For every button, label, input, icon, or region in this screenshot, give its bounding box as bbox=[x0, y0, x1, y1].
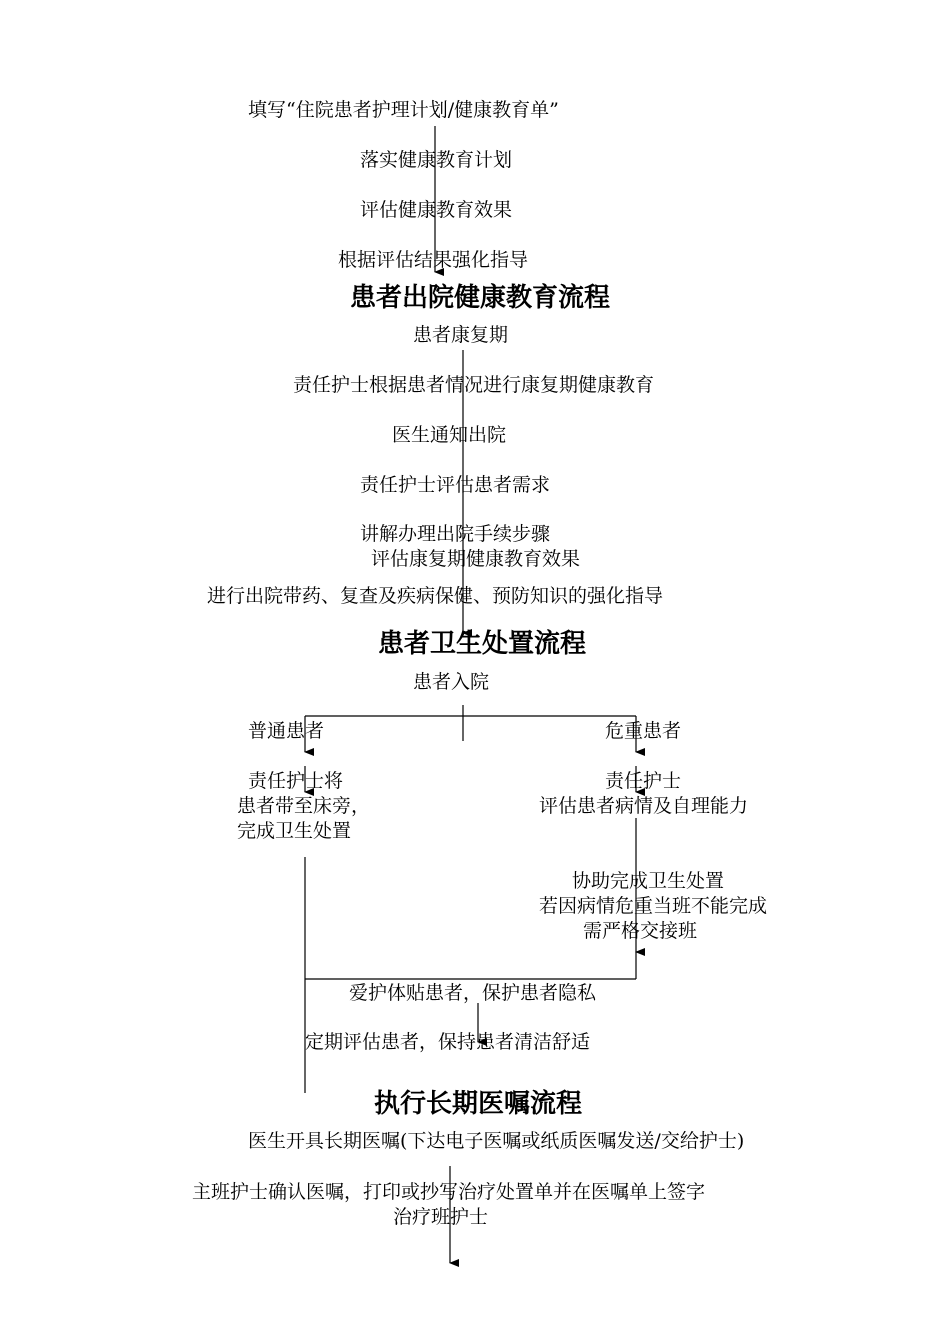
flow-step: 治疗班护士 bbox=[393, 1206, 489, 1228]
flow-step: 医生开具长期医嘱(下达电子医嘱或纸质医嘱发送/交给护士) bbox=[248, 1130, 745, 1152]
flow-step: 落实健康教育计划 bbox=[360, 149, 513, 171]
flow-step: 责任护士评估患者需求 bbox=[360, 474, 551, 496]
section-title: 患者卫生处置流程 bbox=[378, 629, 587, 659]
branch-label-right: 危重患者 bbox=[605, 720, 682, 742]
flow-step: 责任护士根据患者情况进行康复期健康教育 bbox=[293, 374, 655, 396]
section-title: 执行长期医嘱流程 bbox=[374, 1089, 583, 1119]
flow-step-right: 协助完成卫生处置 bbox=[572, 870, 725, 892]
flow-step-right: 评估患者病情及自理能力 bbox=[539, 795, 749, 817]
flow-step: 主班护士确认医嘱，打印或抄写治疗处置单并在医嘱单上签字 bbox=[192, 1181, 706, 1203]
flow-step: 定期评估患者，保持患者清洁舒适 bbox=[305, 1031, 591, 1053]
flow-step: 根据评估结果强化指导 bbox=[338, 249, 529, 271]
flow-step: 填写“住院患者护理计划/健康教育单” bbox=[248, 99, 559, 121]
flow-step: 评估健康教育效果 bbox=[360, 199, 513, 221]
branch-label-left: 普通患者 bbox=[248, 720, 325, 742]
flow-start: 患者入院 bbox=[413, 671, 490, 693]
section-title: 患者出院健康教育流程 bbox=[350, 283, 611, 313]
flow-step: 评估康复期健康教育效果 bbox=[371, 548, 581, 570]
flow-step: 讲解办理出院手续步骤 bbox=[360, 523, 551, 545]
flow-step-right: 需严格交接班 bbox=[583, 920, 698, 942]
flow-step: 进行出院带药、复查及疾病保健、预防知识的强化指导 bbox=[207, 585, 664, 607]
flow-step-right: 责任护士 bbox=[605, 770, 682, 792]
flow-step-right: 若因病情危重当班不能完成 bbox=[539, 895, 768, 917]
flow-step-left: 患者带至床旁， bbox=[237, 795, 371, 817]
flow-step: 医生通知出院 bbox=[392, 424, 507, 446]
flow-step-left: 责任护士将 bbox=[248, 770, 344, 792]
flow-step: 爱护体贴患者，保护患者隐私 bbox=[349, 982, 597, 1004]
flow-step: 患者康复期 bbox=[413, 324, 509, 346]
flow-step-left: 完成卫生处置 bbox=[237, 820, 352, 842]
